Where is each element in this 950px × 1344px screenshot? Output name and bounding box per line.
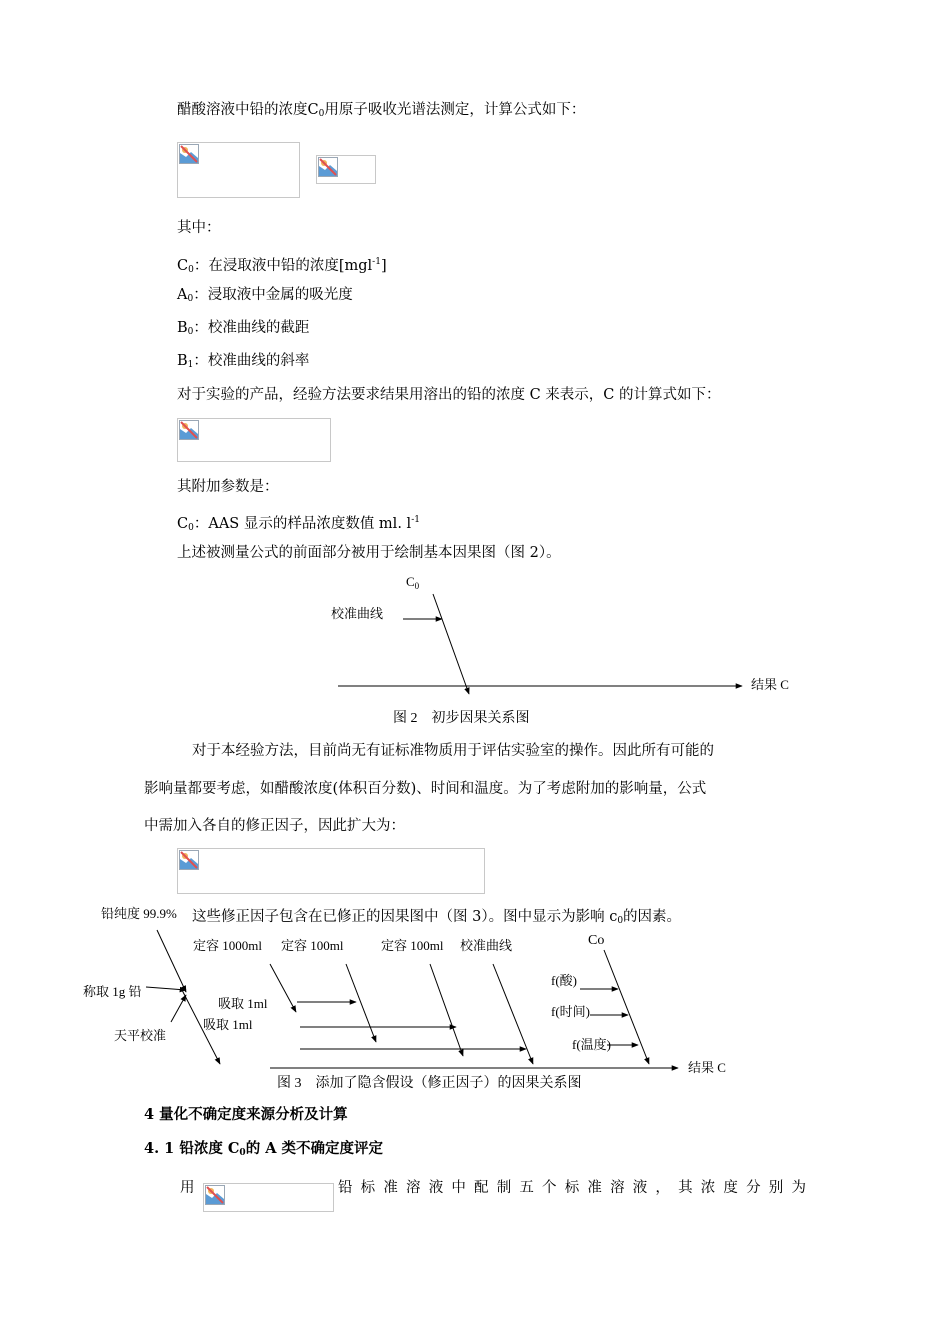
- definition-a0: $A_0$：浸取液中金属的吸光度: [177, 287, 353, 304]
- fig2-c0-label: $C_0$: [406, 574, 420, 591]
- label-qizhong: 其中：: [177, 220, 221, 236]
- justified-char: 浓: [700, 1180, 716, 1196]
- fig3-result-label: 结果 C: [688, 1060, 726, 1075]
- justified-char: 中: [451, 1180, 466, 1196]
- fig3-vol100b-branch: [430, 964, 463, 1056]
- fig2-caption: 图 2 初步因果关系图: [393, 711, 530, 726]
- section-heading-4-1: 4. 1 铅浓度 $C_0$的 A 类不确定度评定: [144, 1140, 384, 1158]
- broken-image-icon: [205, 1185, 225, 1205]
- justified-char: 溶: [610, 1180, 625, 1196]
- justified-char: 制: [496, 1180, 512, 1196]
- justified-char: 溶: [406, 1180, 421, 1196]
- justified-char: 度: [723, 1180, 738, 1196]
- definition-b0: $B_0$：校准曲线的截距: [177, 320, 310, 337]
- paragraph-method: 醋酸溶液中铅的浓度$C_0$用原子吸收光谱法测定，计算公式如下：: [177, 102, 586, 119]
- justified-char: 别: [768, 1180, 784, 1196]
- justified-char: 标: [360, 1180, 376, 1196]
- justified-char: 铅: [338, 1180, 353, 1196]
- paragraph-result-formula: 对于实验的产品，经验方法要求结果用溶出的铅的浓度 C 来表示，C 的计算式如下：: [177, 387, 721, 403]
- fig3-acid-label: f(酸): [551, 973, 577, 988]
- justified-char: 标: [564, 1180, 580, 1196]
- paragraph-standard-solutions: [338, 1178, 806, 1198]
- paragraph-standard-lead: 用: [180, 1180, 195, 1196]
- section-heading-4: 4 量化不确定度来源分析及计算: [144, 1106, 348, 1123]
- justified-char: 其: [678, 1180, 693, 1196]
- justified-char: 准: [587, 1180, 602, 1196]
- justified-char: 分: [746, 1180, 761, 1196]
- fig3-balance-label: 天平校准: [114, 1028, 167, 1043]
- definition-b1: $B_1$：校准曲线的斜率: [177, 353, 310, 370]
- justified-char: 为: [791, 1180, 806, 1196]
- fig3-balance-arrow: [171, 995, 186, 1022]
- fig3-vol1000-branch: [270, 964, 296, 1012]
- definition-c0: $C_0$：在浸取液中铅的浓度[mgl$^{-1}$]: [177, 257, 387, 275]
- fig3-co-label: Co: [588, 933, 605, 948]
- fig3-temp-label: f(温度): [572, 1037, 611, 1052]
- fig3-purity-branch: [157, 930, 186, 992]
- formula-image-5: [203, 1183, 334, 1212]
- definition-c0-aas: $C_0$：AAS 显示的样品浓度数值 ml. $l^{-1}$: [177, 515, 420, 533]
- paragraph-fig3-intro: 这些修正因子包含在已修正的因果图中（图 3）。图中显示为影响 $c_0$的因素。: [192, 909, 682, 926]
- fig3-time-label: f(时间): [551, 1004, 590, 1019]
- fig3-pipette2-label: 吸取 1ml: [203, 1017, 253, 1032]
- fig3-vol1000-label: 定容 1000ml: [193, 938, 262, 953]
- justified-char: ，: [655, 1180, 670, 1196]
- fig2-result-label: 结果 C: [751, 677, 789, 692]
- fig3-vol100a-branch: [346, 964, 376, 1042]
- justified-char: 五: [519, 1180, 534, 1196]
- paragraph-influence-line1: 对于本经验方法，目前尚无有证标准物质用于评估实验室的操作。因此所有可能的: [192, 743, 714, 759]
- justified-char: 个: [542, 1180, 557, 1196]
- paragraph-influence-line2: 影响量都要考虑，如醋酸浓度(体积百分数)、时间和温度。为了考虑附加的影响量，公式: [144, 781, 707, 797]
- fig3-purity-label: 铅纯度 99.9%: [101, 906, 177, 921]
- justified-char: 液: [428, 1180, 444, 1196]
- justified-char: 配: [474, 1180, 489, 1196]
- fig3-vol100a-label: 定容 100ml: [281, 938, 344, 953]
- fig3-vol100b-label: 定容 100ml: [381, 938, 444, 953]
- justified-char: 准: [383, 1180, 398, 1196]
- label-fujia: 其附加参数是：: [177, 479, 279, 495]
- fig2-calibration-label: 校准曲线: [331, 606, 384, 621]
- fig3-weigh-arrow: [146, 987, 186, 990]
- fig3-pipette1-label: 吸取 1ml: [218, 996, 268, 1011]
- paragraph-influence-line3: 中需加入各自的修正因子，因此扩大为：: [144, 818, 405, 834]
- paragraph-fig2-intro: 上述被测量公式的前面部分被用于绘制基本因果图（图 2）。: [177, 545, 561, 561]
- justified-char: 液: [632, 1180, 648, 1196]
- fig3-weigh-label: 称取 1g 铅: [83, 984, 142, 999]
- fig3-caption: 图 3 添加了隐含假设（修正因子）的因果关系图: [277, 1076, 582, 1091]
- fig3-calibration-label: 校准曲线: [460, 938, 513, 953]
